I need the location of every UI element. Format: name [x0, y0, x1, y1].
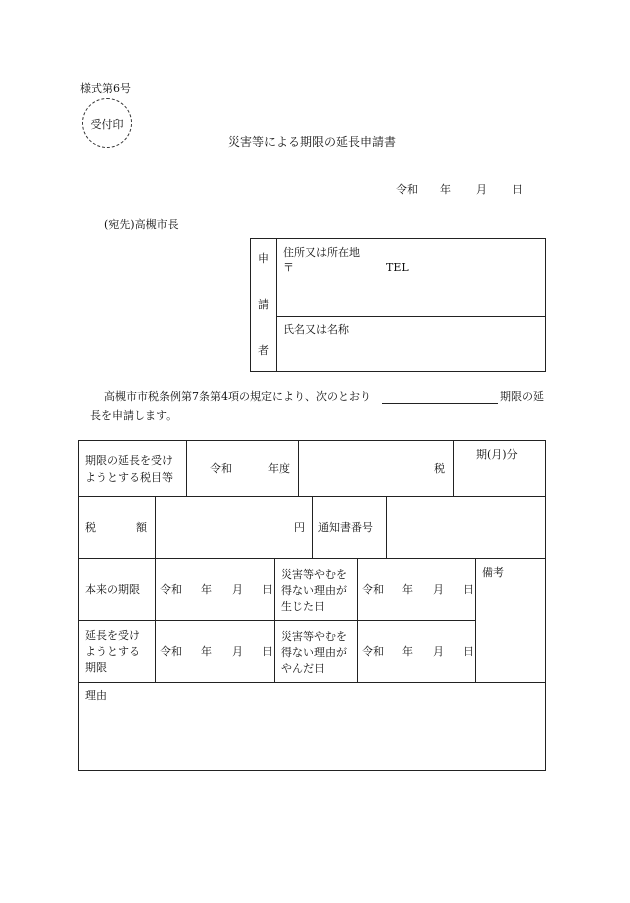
body-text-line1-before: 高槻市市税条例第7条第4項の規定により、次のとおり [104, 390, 371, 403]
extended-date-era: 令和 [160, 645, 182, 658]
extended-deadline-label-1: 延長を受け [85, 629, 140, 642]
disaster-occurred-3: 生じた日 [281, 600, 325, 613]
address-label: 住所又は所在地 [283, 246, 360, 259]
name-label: 氏名又は名称 [283, 323, 349, 336]
applicant-divider-vertical [276, 238, 277, 372]
occurred-date-year: 年 [402, 583, 413, 596]
row-divider-4 [78, 682, 546, 683]
period-label: 期(月)分 [476, 448, 518, 461]
occurred-date-era: 令和 [362, 583, 384, 596]
extended-date-year: 年 [201, 645, 212, 658]
document-title: 災害等による期限の延長申請書 [228, 135, 397, 149]
tax-suffix: 税 [434, 462, 445, 475]
body-text-line2: 長を申請します。 [90, 409, 178, 422]
amount-unit: 円 [294, 521, 305, 534]
reason-label: 理由 [85, 689, 107, 702]
tax-item-label-2: ようとする税目等 [85, 471, 173, 484]
date-month: 月 [476, 183, 487, 196]
original-deadline-label: 本来の期限 [85, 583, 140, 596]
extended-date-month: 月 [232, 645, 243, 658]
original-date-era: 令和 [160, 583, 182, 596]
body-text-line1-after: 期限の延 [500, 390, 544, 403]
occurred-date-month: 月 [433, 583, 444, 596]
tax-item-blank-underline [382, 403, 498, 404]
row1-vline-b [298, 440, 299, 496]
row34-vline-b [274, 558, 275, 682]
extended-deadline-label-2: ようとする [85, 645, 140, 658]
occurred-date-day: 日 [463, 583, 474, 596]
applicant-char-1: 申 [258, 252, 269, 265]
ended-date-day: 日 [463, 645, 474, 658]
amount-label-b: 額 [136, 521, 147, 534]
notice-number-label: 通知書番号 [318, 521, 373, 534]
disaster-ended-2: 得ない理由が [281, 646, 347, 659]
original-date-day: 日 [262, 583, 273, 596]
amount-label-a: 税 [85, 521, 96, 534]
row1-vline-c [453, 440, 454, 496]
row34-vline-c [357, 558, 358, 682]
tel-label: TEL [386, 261, 409, 274]
disaster-occurred-2: 得ない理由が [281, 584, 347, 597]
tax-item-label-1: 期限の延長を受け [85, 454, 173, 467]
ended-date-year: 年 [402, 645, 413, 658]
row34-vline-d [475, 558, 476, 682]
row2-vline-c [386, 496, 387, 558]
ended-date-era: 令和 [362, 645, 384, 658]
applicant-char-2: 請 [258, 298, 269, 311]
extended-deadline-label-3: 期限 [85, 661, 107, 674]
disaster-ended-3: やんだ日 [281, 662, 325, 675]
row2-vline-b [312, 496, 313, 558]
applicant-char-3: 者 [258, 344, 269, 357]
original-date-year: 年 [201, 583, 212, 596]
row1-vline-a [186, 440, 187, 496]
date-day: 日 [512, 183, 523, 196]
original-date-month: 月 [232, 583, 243, 596]
disaster-occurred-1: 災害等やむを [281, 568, 347, 581]
disaster-ended-1: 災害等やむを [281, 630, 347, 643]
extended-date-day: 日 [262, 645, 273, 658]
date-era: 令和 [396, 183, 418, 196]
remarks-label: 備考 [482, 566, 504, 579]
addressee: (宛先)高槻市長 [104, 218, 179, 231]
postal-mark: 〒 [283, 261, 294, 274]
row2-vline-a [155, 496, 156, 558]
tax-year-era: 令和 [210, 462, 232, 475]
applicant-divider-horizontal [276, 316, 546, 317]
form-number: 様式第6号 [80, 82, 131, 95]
tax-year-unit: 年度 [268, 462, 290, 475]
reception-stamp-circle [82, 98, 132, 148]
date-year: 年 [440, 183, 451, 196]
ended-date-month: 月 [433, 645, 444, 658]
stamp-label: 受付印 [90, 118, 124, 131]
row34-vline-a [155, 558, 156, 682]
row-divider-3 [78, 620, 475, 621]
